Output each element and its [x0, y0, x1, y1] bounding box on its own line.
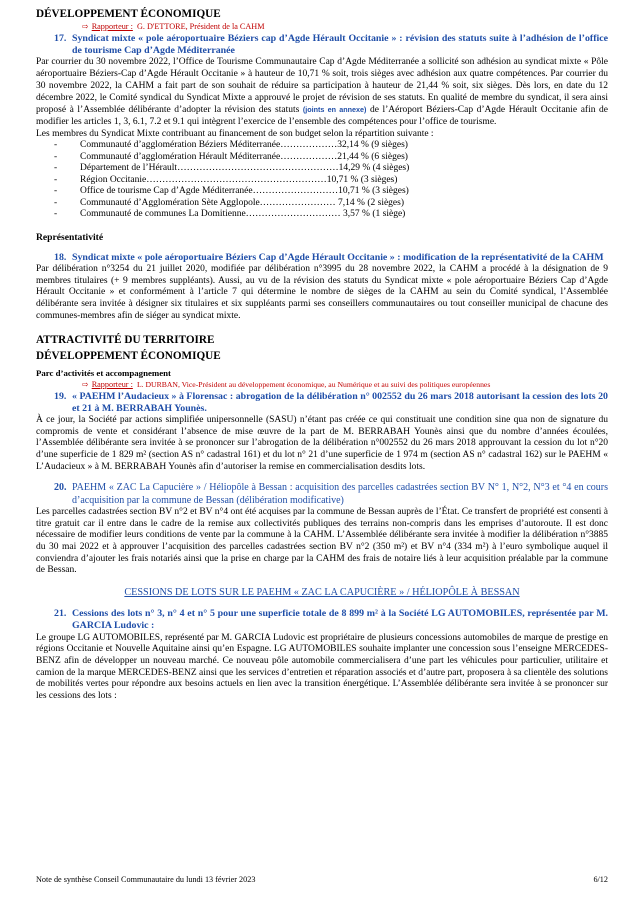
list-item: [36, 163, 608, 175]
list-item: [36, 175, 608, 187]
member-text: Région Occitanie…………………………………………………10,71 % (3 sièges): [80, 174, 398, 185]
agenda-item-20: [36, 482, 608, 506]
list-dash: -: [54, 197, 58, 208]
item-title: Cessions des lots n° 3, n° 4 et n° 5 pour une superficie totale de 8 899 m² à la Société LG AUTOMOBILES, représentée par M. GARCIA Ludovic :: [72, 608, 608, 632]
list-dash: -: [54, 174, 58, 185]
item-number: 19.: [54, 390, 67, 402]
list-item: [36, 152, 608, 164]
item-number: 20.: [54, 482, 67, 494]
agenda-item-21: [36, 608, 608, 632]
agenda-item-18: [36, 252, 608, 264]
item-title: « PAEHM l’Audacieux » à Florensac : abrogation de la délibération n° 002552 du 26 mars 2018 autorisant la cession des lots 20 et 21 à M. BERRABAH Younès.: [72, 390, 608, 414]
list-item: [36, 140, 608, 152]
rapporteur-line-2: [82, 379, 608, 390]
item-title: Syndicat mixte « pole aéroportuaire Béziers cap d’Agde Hérault Occitanie » : révision des statuts suite à l’adhésion de l’office de tourisme Cap d’Agde Méditerranée: [72, 33, 608, 57]
member-text: Communauté de communes La Domitienne………………………… 3,57 % (1 siège): [80, 209, 406, 220]
rapporteur-name: L. DURBAN, Vice-Président au développement économique, au Numérique et au suivi des politiques européennes: [136, 379, 491, 389]
item-title: Syndicat mixte « pole aéroportuaire Béziers Cap d’Agde Hérault Occitanie » : modification de la représentativité de la CAHM: [72, 251, 604, 263]
section-subheading-developpement: DÉVELOPPEMENT ÉCONOMIQUE: [36, 349, 221, 362]
item-17-paragraph: [36, 57, 608, 128]
section-heading-attractivite: ATTRACTIVITÉ DU TERRITOIRE: [36, 333, 215, 346]
item-20-paragraph: Les parcelles cadastrées section BV n°2 et BV n°4 ont été acquises par la commune de Bessan auprès de l’État. Ce transfert de propriété est consenti à titre gratuit car il entre dans le cadre de la remise aux collectivités publiques des terrains non-compris dans les emprises d’autoroute. Il est donc nécessaire de modifier leurs conditions de vente par la commune à la CAHM. L’Assemblée délibérante sera invitée à modifier la délibération n°3885 du 30 mai 2022 et à approuver l’acquisition des parcelles cadastrées section BV n°2 (350 m²) et BV n°4 (334 m²) à l’euro symbolique auquel il conviendra d’ajouter les frais notariés ainsi que la prise en charge par la CAHM des frais de notaire liés à leur acquisition préalable par la commune de Bessan.: [36, 506, 608, 576]
list-item: [36, 209, 608, 221]
item-title: PAEHM « ZAC La Capucière » / Héliopôle à Bessan : acquisition des parcelles cadastrées section BV N° 1, N°2, N°3 et °4 en cours d’acquisition par la commune de Bessan: [72, 482, 608, 506]
arrow-right-outline-icon: ⇨: [82, 379, 89, 389]
member-text: Département de l’Hérault……………………………………………14,29 % (4 sièges): [80, 163, 410, 174]
page-content: [36, 8, 608, 703]
page-number: 6/12: [593, 875, 608, 884]
list-item: [36, 198, 608, 210]
member-text: Communauté d’Agglomération Sète Agglopole…………………… 7,14 % (2 sièges): [80, 197, 405, 208]
list-dash: -: [54, 209, 58, 220]
list-dash: -: [54, 186, 58, 197]
list-dash: -: [54, 163, 58, 174]
item-number: 21.: [54, 608, 67, 620]
member-text: Communauté d’agglomération Béziers Méditerranée………………32,14 % (9 sièges): [80, 140, 408, 151]
item-title-note: (délibération modificative): [236, 494, 344, 506]
rapporteur-label: Rapporteur :: [91, 379, 133, 389]
member-text: Communauté d’agglomération Hérault Méditerranée………………21,44 % (6 sièges): [80, 151, 408, 162]
list-dash: -: [54, 151, 58, 162]
footer-title: Note de synthèse Conseil Communautaire du lundi 13 février 2023: [36, 875, 256, 884]
member-text: Office de tourisme Cap d’Agde Méditerranée………………………10,71 % (3 sièges): [80, 186, 409, 197]
item-17-text-a: Par courrier du 30 novembre 2022, l’Office de Tourisme Communautaire Cap d’Agde Méditerranée a sollicité son adhésion au syndicat mixte « Pôle aéroportuaire Béziers-Cap d’Agde Hérault Occitanie » à hauteur de 10,71 % soit, trois sièges avec adhésion aux quatre compétences. Par courrier du 30 novembre 2022, la CAHM a fait part de son souhait de réduire sa participation à hauteur de 21,44 % soit, six sièges. Dès lors, en date du 12 décembre 2022, le Comité syndical du Syndicat Mixte a approuvé le projet de révision de ses statuts. En qualité de membre du syndicat, il sera ainsi proposé à l’Assemblée délibérante d’adopter la révision des statuts: [36, 57, 608, 116]
members-list: [36, 140, 608, 221]
item-18-paragraph: Par délibération n°3254 du 21 juillet 2020, modifiée par délibération n°3995 du 28 novembre 2022, la CAHM a procédé à la désignation de 9 membres titulaires (+ 9 membres suppléants). Aussi, au vu de la révision des statuts du Syndicat mixte « pole aéroportuaire Béziers Cap d’Agde Hérault Occitanie » et conformément à l’article 7 qui détermine le nombre de sièges de la CAHM au sein du Comité syndical, l’Assemblée délibérante sera invitée à désigner six titulaires et six suppléants parmi ses conseillers communautaires ou tout conseiller municipal de chacune des communes-membres afin de siéger au syndicat mixte.: [36, 264, 608, 321]
item-number: 17.: [54, 33, 67, 44]
list-item: [36, 186, 608, 198]
item-19-paragraph: À ce jour, la Société par actions simplifiée unipersonnelle (SASU) n’étant pas créée ce qui constituait une condition sine qua non de signature du compromis de vente et considérant l’absence de mise œuvre de la part de M. BERRABAH Younès ainsi que du nombre d’années écoulées, l’Assemblée délibérante sera invitée à se prononcer sur l’abrogation de la délibération n°002552 du 26 mars 2018 approuvant la cession du lot n°20 d’une superficie de 1 829 m² (section AS n° cadastral 161) et du lot n° 21 d’une superficie de 1 974 m (section AS n° cadastral 162) sur le PAEHM « L’Audacieux » à M. BERRABAH Younès afin d’autoriser la remise en commercialisation desdits lots.: [36, 414, 608, 472]
rapporteur-name: G. D'ETTORE, Président de la CAHM: [136, 22, 265, 31]
parc-heading: Parc d’activités et accompagnement: [36, 367, 171, 378]
rapporteur-label: Rapporteur :: [91, 22, 133, 31]
page-footer: [36, 875, 608, 884]
members-intro: Les membres du Syndicat Mixte contribuant au financement de son budget selon la répartition suivante :: [36, 128, 434, 139]
item-17-text-b: de l’Aéroport Béziers-Cap d’Agde Hérault Occitanie afin de modifier les articles 1, 3, 6.1, 7.2 et 9.1 qui intègrent l’exercice de l’ensemble des compétences pour l’office de tourisme.: [36, 105, 609, 127]
item-21-paragraph: Le groupe LG AUTOMOBILES, représenté par M. GARCIA Ludovic est propriétaire de plusieurs concessions automobiles de marque de prestige en régions Occitanie et Nouvelle Aquitaine ainsi qu’en Espagne. LG AUTOMOBILES souhaite implanter une concession sous l’enseigne MERCEDES-BENZ afin de développer un nouveau marché. Ce nouveau pôle automobile commercialisera d’une part les véhicules pour particulier, utilitaire et camion de la marque MERCEDES-BENZ ainsi que les services d’entretien et réparation associés et d’autre part, proposera à sa clientèle des solutions de mobilités vertes pour répondre aux besoins actuels en lien avec la transition énergétique. L’Assemblée délibérante sera invitée à se prononcer sur les cessions des lots :: [36, 632, 608, 702]
section-heading-developpement: DÉVELOPPEMENT ÉCONOMIQUE: [36, 8, 221, 20]
cessions-heading: CESSIONS DE LOTS SUR LE PAEHM « ZAC LA CAPUCIÈRE » / HÉLIOPÔLE À BESSAN: [124, 587, 520, 599]
agenda-item-19: [36, 391, 608, 415]
agenda-item-17: [36, 33, 608, 57]
item-title-wrap: [72, 482, 608, 506]
list-dash: -: [54, 140, 58, 151]
representativite-heading: Représentativité: [36, 231, 104, 243]
arrow-right-outline-icon: ⇨: [82, 22, 89, 31]
annex-note: (joints en annexe): [302, 105, 367, 115]
item-number: 18.: [54, 251, 67, 263]
rapporteur-line-1: [82, 21, 608, 32]
